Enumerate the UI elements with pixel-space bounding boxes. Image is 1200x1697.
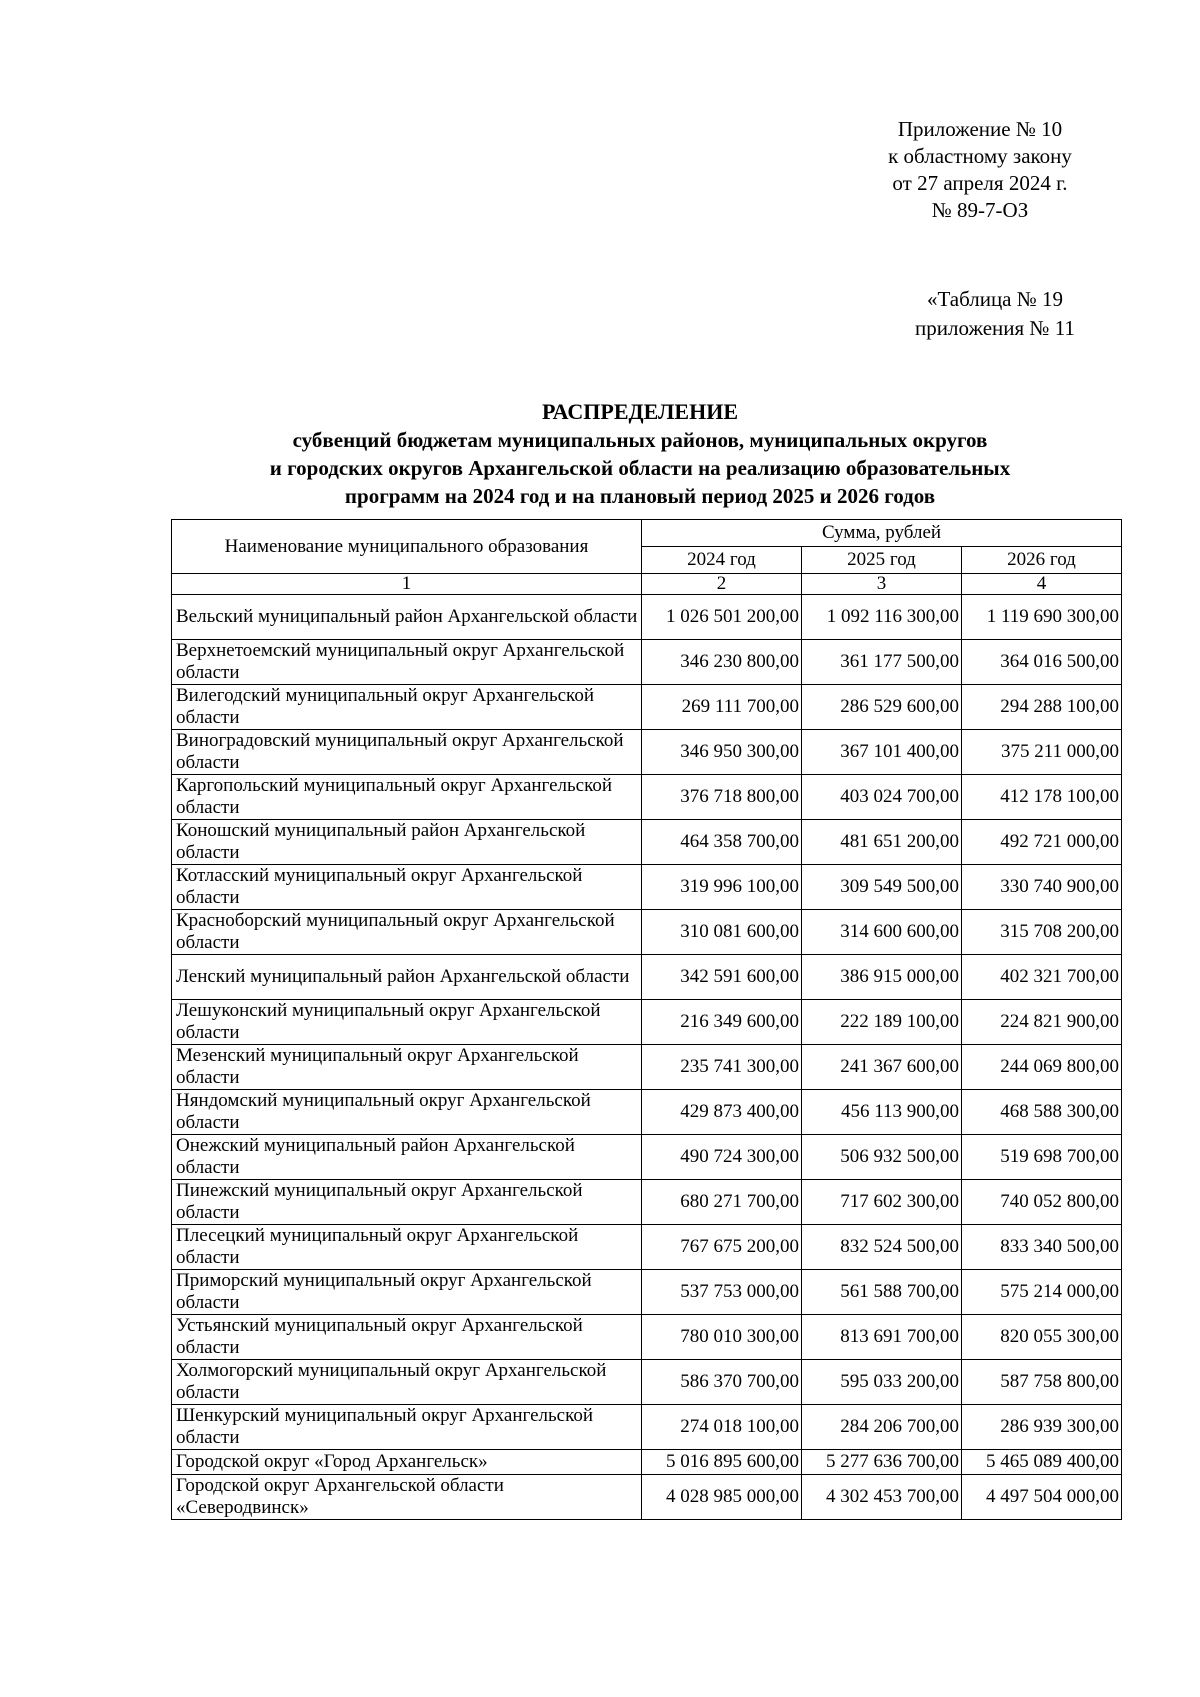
amount-2024: 269 111 700,00 xyxy=(642,685,802,730)
amount-2026: 1 119 690 300,00 xyxy=(962,595,1122,640)
municipality-name: Котласский муниципальный округ Архангельской области xyxy=(172,865,642,910)
amount-2024: 342 591 600,00 xyxy=(642,955,802,1000)
table-row xyxy=(172,1045,1122,1090)
municipality-name: Вельский муниципальный район Архангельской области xyxy=(172,595,642,640)
amount-2025: 561 588 700,00 xyxy=(802,1270,962,1315)
amount-2025: 813 691 700,00 xyxy=(802,1315,962,1360)
table-row xyxy=(172,1000,1122,1045)
amount-2024: 376 718 800,00 xyxy=(642,775,802,820)
amount-2025: 386 915 000,00 xyxy=(802,955,962,1000)
amount-2024: 5 016 895 600,00 xyxy=(642,1450,802,1475)
table-row xyxy=(172,640,1122,685)
amount-2024: 490 724 300,00 xyxy=(642,1135,802,1180)
column-number: 3 xyxy=(802,574,962,595)
table-row xyxy=(172,685,1122,730)
table-row xyxy=(172,595,1122,640)
header-year-2024: 2024 год xyxy=(642,547,802,574)
municipality-name: Виноградовский муниципальный округ Архангельской области xyxy=(172,730,642,775)
amount-2025: 241 367 600,00 xyxy=(802,1045,962,1090)
appendix-block xyxy=(860,116,1100,224)
amount-2026: 364 016 500,00 xyxy=(962,640,1122,685)
title-line-2: и городских округов Архангельской области на реализацию образовательных xyxy=(269,456,1011,480)
amount-2026: 468 588 300,00 xyxy=(962,1090,1122,1135)
table-body xyxy=(172,595,1122,1520)
amount-2026: 5 465 089 400,00 xyxy=(962,1450,1122,1475)
appendix-law: к областному закону xyxy=(888,144,1072,168)
municipality-name: Верхнетоемский муниципальный округ Архангельской области xyxy=(172,640,642,685)
header-sum: Сумма, рублей xyxy=(642,520,1122,547)
amount-2025: 4 302 453 700,00 xyxy=(802,1475,962,1520)
title-main: РАСПРЕДЕЛЕНИЕ xyxy=(541,399,738,424)
header-year-2025: 2025 год xyxy=(802,547,962,574)
amount-2026: 412 178 100,00 xyxy=(962,775,1122,820)
amount-2026: 587 758 800,00 xyxy=(962,1360,1122,1405)
municipality-name: Лешуконский муниципальный округ Архангельской области xyxy=(172,1000,642,1045)
municipality-name: Плесецкий муниципальный округ Архангельской области xyxy=(172,1225,642,1270)
municipality-name: Коношский муниципальный район Архангельской области xyxy=(172,820,642,865)
table-ref-number: «Таблица № 19 xyxy=(926,287,1064,311)
amount-2024: 680 271 700,00 xyxy=(642,1180,802,1225)
amount-2024: 537 753 000,00 xyxy=(642,1270,802,1315)
header-year-2026: 2026 год xyxy=(962,547,1122,574)
title-line-1: субвенций бюджетам муниципальных районов, муниципальных округов xyxy=(292,428,988,452)
header-municipality-name: Наименование муниципального образования xyxy=(172,520,642,574)
table-row xyxy=(172,865,1122,910)
amount-2026: 820 055 300,00 xyxy=(962,1315,1122,1360)
amount-2025: 832 524 500,00 xyxy=(802,1225,962,1270)
amount-2025: 367 101 400,00 xyxy=(802,730,962,775)
appendix-law-number: № 89-7-ОЗ xyxy=(931,198,1029,222)
amount-2024: 767 675 200,00 xyxy=(642,1225,802,1270)
amount-2025: 595 033 200,00 xyxy=(802,1360,962,1405)
amount-2024: 1 026 501 200,00 xyxy=(642,595,802,640)
amount-2026: 492 721 000,00 xyxy=(962,820,1122,865)
column-number: 2 xyxy=(642,574,802,595)
table-row xyxy=(172,820,1122,865)
amount-2024: 235 741 300,00 xyxy=(642,1045,802,1090)
amount-2025: 361 177 500,00 xyxy=(802,640,962,685)
table-row xyxy=(172,775,1122,820)
amount-2026: 286 939 300,00 xyxy=(962,1405,1122,1450)
table-row xyxy=(172,1405,1122,1450)
amount-2025: 481 651 200,00 xyxy=(802,820,962,865)
municipality-name: Мезенский муниципальный округ Архангельской области xyxy=(172,1045,642,1090)
amount-2025: 284 206 700,00 xyxy=(802,1405,962,1450)
table-row xyxy=(172,730,1122,775)
municipality-name: Устьянский муниципальный округ Архангельской области xyxy=(172,1315,642,1360)
amount-2025: 506 932 500,00 xyxy=(802,1135,962,1180)
amount-2025: 309 549 500,00 xyxy=(802,865,962,910)
amount-2026: 833 340 500,00 xyxy=(962,1225,1122,1270)
distribution-table xyxy=(171,519,1122,1520)
amount-2026: 294 288 100,00 xyxy=(962,685,1122,730)
amount-2024: 429 873 400,00 xyxy=(642,1090,802,1135)
column-number: 4 xyxy=(962,574,1122,595)
amount-2024: 586 370 700,00 xyxy=(642,1360,802,1405)
amount-2026: 375 211 000,00 xyxy=(962,730,1122,775)
table-row xyxy=(172,1270,1122,1315)
amount-2026: 519 698 700,00 xyxy=(962,1135,1122,1180)
municipality-name: Городской округ «Город Архангельск» xyxy=(172,1450,642,1475)
amount-2026: 575 214 000,00 xyxy=(962,1270,1122,1315)
table-row xyxy=(172,955,1122,1000)
municipality-name: Няндомский муниципальный округ Архангельской области xyxy=(172,1090,642,1135)
table-row xyxy=(172,910,1122,955)
table-row xyxy=(172,1225,1122,1270)
amount-2026: 402 321 700,00 xyxy=(962,955,1122,1000)
municipality-name: Приморский муниципальный округ Архангельской области xyxy=(172,1270,642,1315)
municipality-name: Онежский муниципальный район Архангельской области xyxy=(172,1135,642,1180)
amount-2024: 780 010 300,00 xyxy=(642,1315,802,1360)
municipality-name: Пинежский муниципальный округ Архангельской области xyxy=(172,1180,642,1225)
table-row xyxy=(172,1450,1122,1475)
table-row xyxy=(172,1090,1122,1135)
table-reference xyxy=(895,285,1095,343)
municipality-name: Городской округ Архангельской области «Северодвинск» xyxy=(172,1475,642,1520)
table-row xyxy=(172,1360,1122,1405)
table-row xyxy=(172,1475,1122,1520)
municipality-name: Холмогорский муниципальный округ Архангельской области xyxy=(172,1360,642,1405)
amount-2024: 464 358 700,00 xyxy=(642,820,802,865)
column-number-row xyxy=(172,574,1122,595)
amount-2024: 346 950 300,00 xyxy=(642,730,802,775)
municipality-name: Вилегодский муниципальный округ Архангельской области xyxy=(172,685,642,730)
table-row xyxy=(172,1135,1122,1180)
amount-2025: 222 189 100,00 xyxy=(802,1000,962,1045)
amount-2025: 286 529 600,00 xyxy=(802,685,962,730)
appendix-date: от 27 апреля 2024 г. xyxy=(892,171,1068,195)
amount-2026: 4 497 504 000,00 xyxy=(962,1475,1122,1520)
table-row xyxy=(172,1315,1122,1360)
amount-2025: 717 602 300,00 xyxy=(802,1180,962,1225)
amount-2026: 330 740 900,00 xyxy=(962,865,1122,910)
municipality-name: Шенкурский муниципальный округ Архангельской области xyxy=(172,1405,642,1450)
amount-2026: 224 821 900,00 xyxy=(962,1000,1122,1045)
amount-2024: 346 230 800,00 xyxy=(642,640,802,685)
amount-2024: 319 996 100,00 xyxy=(642,865,802,910)
amount-2025: 456 113 900,00 xyxy=(802,1090,962,1135)
amount-2025: 314 600 600,00 xyxy=(802,910,962,955)
table-ref-appendix: приложения № 11 xyxy=(915,316,1075,340)
table-row xyxy=(172,1180,1122,1225)
title-line-3: программ на 2024 год и на плановый период 2025 и 2026 годов xyxy=(344,484,936,508)
amount-2025: 403 024 700,00 xyxy=(802,775,962,820)
municipality-name: Ленский муниципальный район Архангельской области xyxy=(172,955,642,1000)
amount-2024: 274 018 100,00 xyxy=(642,1405,802,1450)
amount-2026: 740 052 800,00 xyxy=(962,1180,1122,1225)
municipality-name: Красноборский муниципальный округ Архангельской области xyxy=(172,910,642,955)
amount-2024: 310 081 600,00 xyxy=(642,910,802,955)
amount-2026: 244 069 800,00 xyxy=(962,1045,1122,1090)
document-title xyxy=(140,398,1140,510)
appendix-number: Приложение № 10 xyxy=(897,117,1063,141)
amount-2024: 4 028 985 000,00 xyxy=(642,1475,802,1520)
amount-2026: 315 708 200,00 xyxy=(962,910,1122,955)
column-number: 1 xyxy=(172,574,642,595)
municipality-name: Каргопольский муниципальный округ Архангельской области xyxy=(172,775,642,820)
amount-2024: 216 349 600,00 xyxy=(642,1000,802,1045)
amount-2025: 1 092 116 300,00 xyxy=(802,595,962,640)
amount-2025: 5 277 636 700,00 xyxy=(802,1450,962,1475)
